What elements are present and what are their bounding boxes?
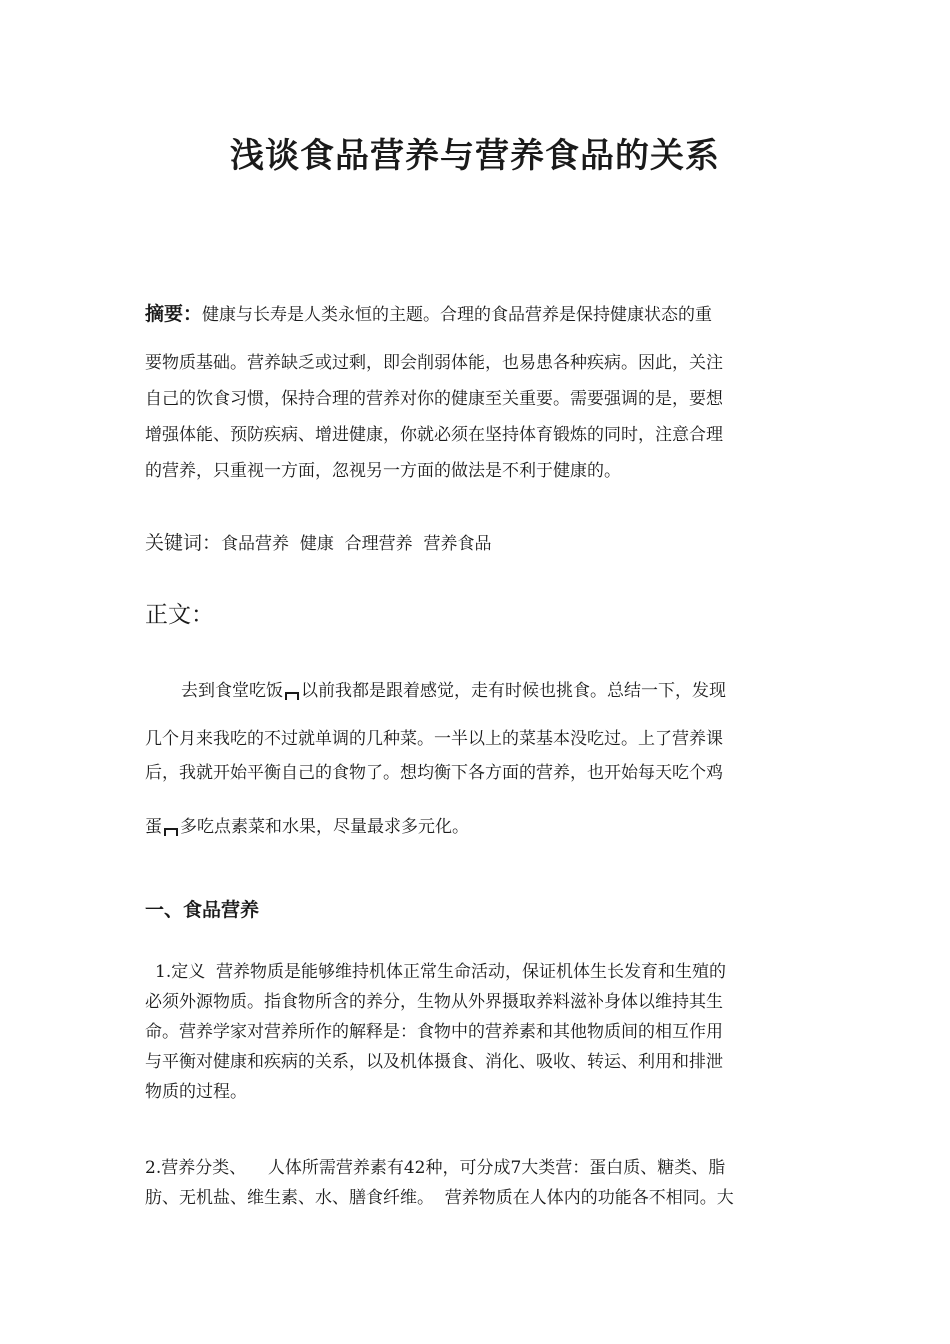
paragraph-line: 肪、无机盐、维生素、水、膳食纤维。 营养物质在人体内的功能各不相同。大	[145, 1188, 734, 1208]
keywords	[145, 528, 491, 555]
paragraph-line: 命。营养学家对营养所作的解释是：食物中的营养素和其他物质间的相互作用	[145, 1022, 723, 1042]
paragraph-line: 几个月来我吃的不过就单调的几种菜。一半以上的菜基本没吃过。上了营养课	[145, 729, 723, 749]
abstract-line: 要物质基础。营养缺乏或过剩，即会削弱体能，也易患各种疾病。因此，关注	[145, 353, 723, 373]
keywords-text: 食品营养 健康 合理营养 营养食品	[221, 534, 492, 554]
paragraph-line: 1.定义 营养物质是能够维持机体正常生命活动，保证机体生长发育和生殖的	[155, 962, 727, 982]
bracket-mark-icon	[164, 828, 178, 836]
body-label: 正文：	[145, 602, 214, 628]
paragraph-line: 与平衡对健康和疾病的关系，以及机体摄食、消化、吸收、转运、利用和排泄	[145, 1052, 723, 1072]
paragraph-line: 蛋 多吃点素菜和水果，尽量最求多元化。	[145, 817, 469, 837]
paragraph-line: 2.营养分类、 人体所需营养素有42种，可分成7大类营：蛋白质、糖类、脂	[145, 1158, 726, 1178]
classification-paragraph	[145, 1153, 810, 1213]
abstract-line: 的营养，只重视一方面，忽视另一方面的做法是不利于健康的。	[145, 461, 621, 481]
abstract-line: 自己的饮食习惯，保持合理的营养对你的健康至关重要。需要强调的是，要想	[145, 389, 723, 409]
intro-paragraph	[145, 676, 810, 837]
abstract-line: 增强体能、预防疾病、增进健康，你就必须在坚持体育锻炼的同时，注意合理	[145, 425, 723, 445]
paragraph-line: 必须外源物质。指食物所含的养分，生物从外界摄取养料滋补身体以维持其生	[145, 992, 723, 1012]
definition-paragraph	[145, 957, 810, 1107]
abstract-line: 摘要：健康与长寿是人类永恒的主题。合理的食品营养是保持健康状态的重	[145, 303, 713, 325]
keywords-label: 关键词：	[145, 532, 222, 554]
section-heading: 一、食品营养	[145, 899, 260, 921]
paragraph-line: 去到食堂吃饭 以前我都是跟着感觉，走有时候也挑食。总结一下，发现	[181, 681, 726, 701]
abstract	[145, 305, 810, 499]
bracket-mark-icon	[285, 692, 299, 700]
paragraph-line: 物质的过程。	[145, 1082, 247, 1102]
abstract-label: 摘要：	[145, 303, 203, 325]
paragraph-line: 后，我就开始平衡自己的食物了。想均衡下各方面的营养，也开始每天吃个鸡	[145, 763, 723, 783]
page-title: 浅谈食品营养与营养食品的关系	[230, 136, 720, 176]
